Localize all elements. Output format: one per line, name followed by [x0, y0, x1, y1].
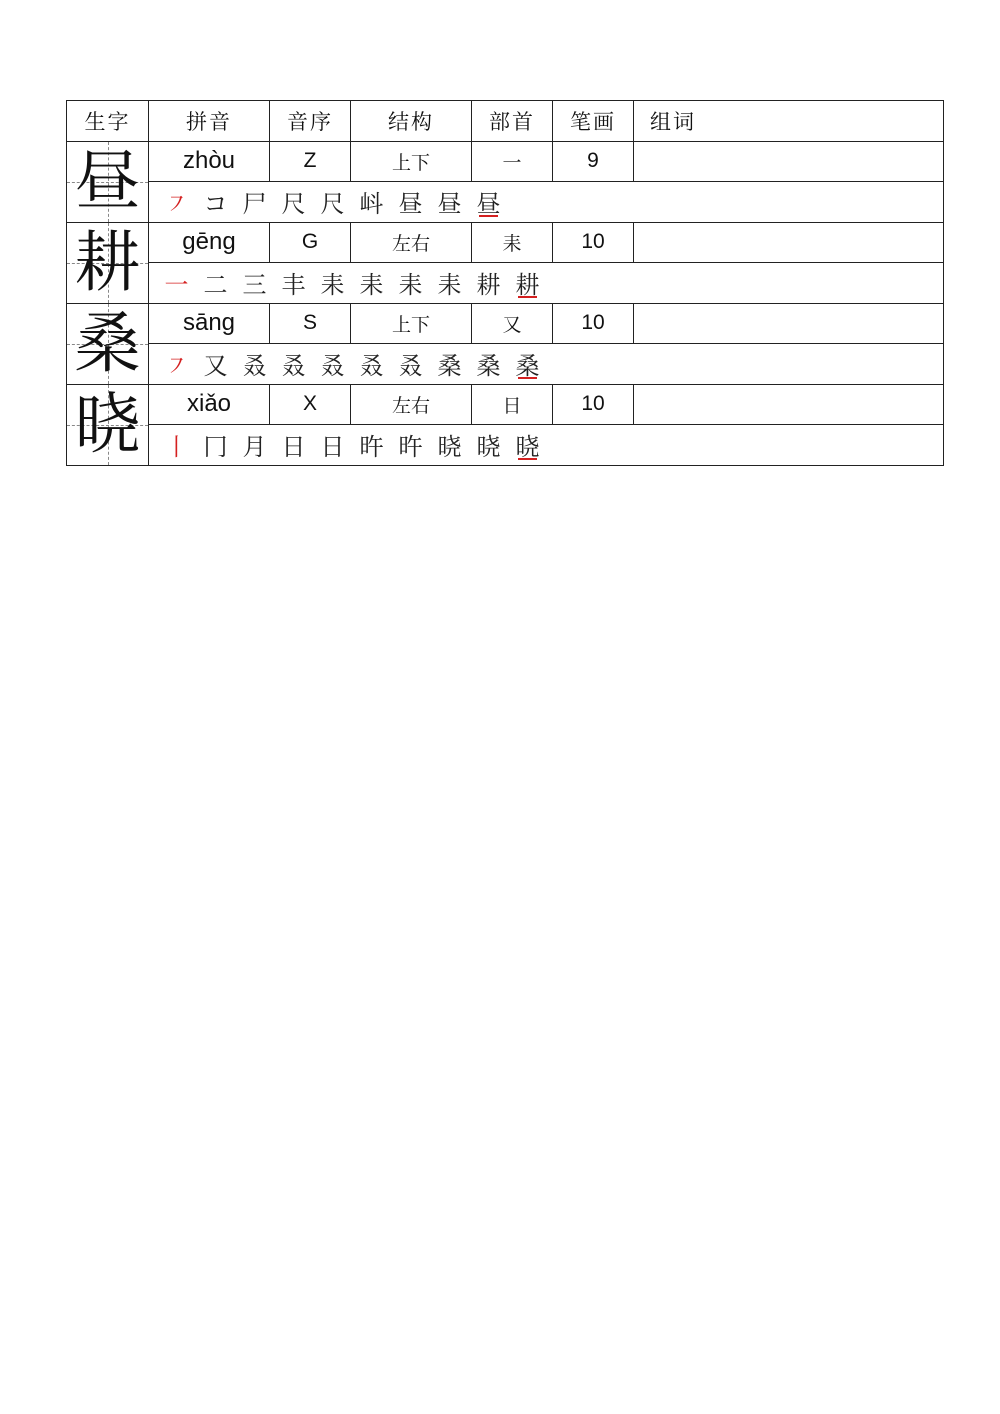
structure-cell: 上下	[351, 141, 472, 182]
order-cell: Z	[270, 141, 351, 182]
header-structure: 结构	[351, 101, 472, 142]
stroke-step: 耕	[508, 265, 547, 300]
header-row	[67, 101, 944, 142]
words-cell[interactable]	[634, 384, 944, 425]
stroke-step: コ	[203, 190, 228, 219]
structure-cell: 左右	[351, 222, 472, 263]
stroke-order-row	[67, 263, 944, 304]
stroke-step: 尺	[281, 190, 306, 219]
header-pinyin: 拼音	[149, 101, 270, 142]
stroke-step: 昼	[437, 190, 462, 219]
char-row	[67, 384, 944, 425]
stroke-order-cell	[149, 344, 944, 385]
stroke-step: 月	[242, 433, 267, 462]
stroke-step: 㞳	[359, 190, 384, 219]
stroke-step: 叒	[242, 352, 267, 381]
header-radical: 部首	[472, 101, 553, 142]
words-cell[interactable]	[634, 222, 944, 263]
stroke-order-row	[67, 344, 944, 385]
char-row	[67, 141, 944, 182]
radical-cell: 耒	[472, 222, 553, 263]
stroke-step: 叒	[320, 352, 345, 381]
stroke-step: 三	[242, 271, 267, 300]
order-cell: X	[270, 384, 351, 425]
stroke-step: 日	[320, 433, 345, 462]
header-char: 生字	[67, 101, 149, 142]
stroke-step: 耕	[476, 271, 501, 300]
strokes-cell: 9	[553, 141, 634, 182]
big-character: 耕	[74, 223, 141, 301]
radical-cell: 一	[472, 141, 553, 182]
stroke-step: 尸	[242, 190, 267, 219]
big-character: 晓	[74, 385, 141, 463]
order-cell: S	[270, 303, 351, 344]
pinyin-cell: sāng	[149, 303, 270, 344]
stroke-order-cell	[149, 182, 944, 223]
header-words: 组词	[634, 101, 944, 142]
stroke-step: 丰	[281, 271, 306, 300]
stroke-step: 旿	[359, 433, 384, 462]
pinyin-cell: zhòu	[149, 141, 270, 182]
stroke-order-cell	[149, 263, 944, 304]
stroke-step: 桑	[476, 352, 501, 381]
pinyin-cell: gēng	[149, 222, 270, 263]
char-row	[67, 222, 944, 263]
char-cell	[67, 303, 149, 384]
radical-cell: 日	[472, 384, 553, 425]
radical-cell: 又	[472, 303, 553, 344]
stroke-order-cell	[149, 425, 944, 466]
char-cell	[67, 384, 149, 465]
header-strokes: 笔画	[553, 101, 634, 142]
stroke-step: 耒	[359, 271, 384, 300]
stroke-order-row	[67, 425, 944, 466]
char-row	[67, 303, 944, 344]
stroke-step: 晓	[476, 433, 501, 462]
stroke-step: 耒	[398, 271, 423, 300]
stroke-step: ㇇	[164, 352, 189, 381]
structure-cell: 上下	[351, 303, 472, 344]
char-cell	[67, 222, 149, 303]
stroke-step: 叒	[359, 352, 384, 381]
structure-cell: 左右	[351, 384, 472, 425]
stroke-step: 昼	[398, 190, 423, 219]
stroke-order-row	[67, 182, 944, 223]
stroke-step: 桑	[437, 352, 462, 381]
stroke-step: 耒	[437, 271, 462, 300]
words-cell[interactable]	[634, 303, 944, 344]
pinyin-cell: xiǎo	[149, 384, 270, 425]
stroke-step: 丨	[164, 433, 189, 462]
stroke-step: 日	[281, 433, 306, 462]
big-character: 桑	[74, 304, 141, 382]
strokes-cell: 10	[553, 222, 634, 263]
stroke-step: 耒	[320, 271, 345, 300]
stroke-step: ㇇	[164, 190, 189, 219]
stroke-step: 一	[164, 271, 189, 300]
char-cell	[67, 141, 149, 222]
big-character: 昼	[74, 142, 141, 220]
strokes-cell: 10	[553, 384, 634, 425]
character-table	[66, 100, 944, 466]
order-cell: G	[270, 222, 351, 263]
stroke-step: 晓	[508, 427, 547, 462]
stroke-step: 旿	[398, 433, 423, 462]
stroke-step: 叒	[398, 352, 423, 381]
stroke-step: 叒	[281, 352, 306, 381]
header-order: 音序	[270, 101, 351, 142]
stroke-step: 冂	[203, 433, 228, 462]
words-cell[interactable]	[634, 141, 944, 182]
stroke-step: 尺	[320, 190, 345, 219]
stroke-step: 昼	[469, 184, 508, 219]
stroke-step: 晓	[437, 433, 462, 462]
stroke-step: 又	[203, 352, 228, 381]
stroke-step: 桑	[508, 346, 547, 381]
strokes-cell: 10	[553, 303, 634, 344]
stroke-step: 二	[203, 271, 228, 300]
